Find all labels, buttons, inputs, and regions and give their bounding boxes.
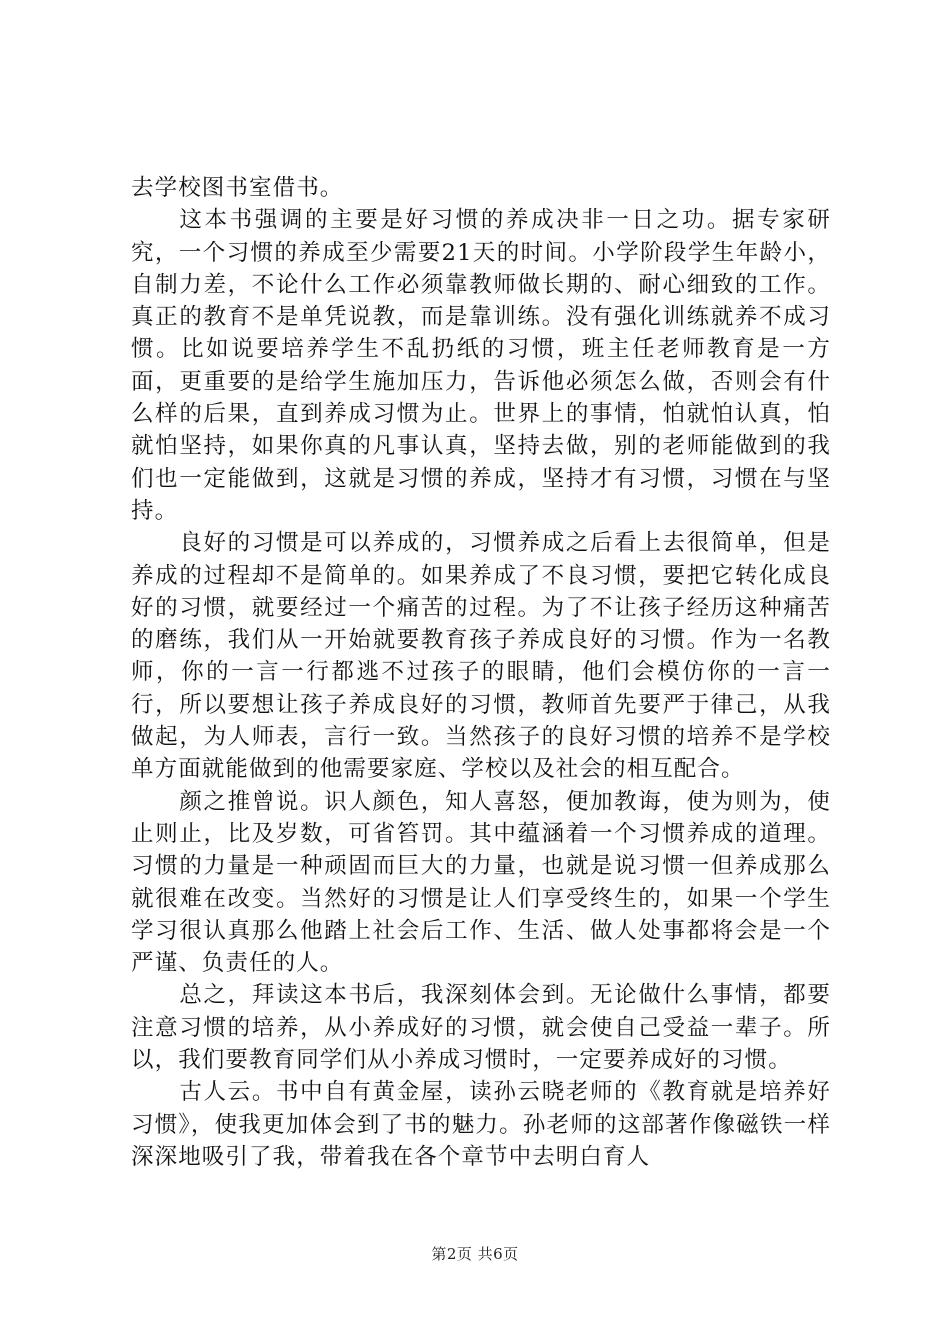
document-body xyxy=(131,172,831,1173)
page-number-footer: 第2页 共6页 xyxy=(431,1245,519,1263)
paragraph-habit-formation: 这本书强调的主要是好习惯的养成决非一日之功。据专家研究，一个习惯的养成至少需要21天的时间。小学阶段学生年龄小，自制力差，不论什么工作必须靠教师做长期的、耐心细致的工作。真正的教育不是单凭说教，而是靠训练。没有强化训练就养不成习惯。比如说要培养学生不乱扔纸的习惯，班主任老师教育是一方面，更重要的是给学生施加压力，告诉他必须怎么做，否则会有什么样的后果，直到养成习惯为止。世界上的事情，怕就怕认真，怕就怕坚持，如果你真的凡事认真，坚持去做，别的老师能做到的我们也一定能做到，这就是习惯的养成，坚持才有习惯，习惯在与坚持。 xyxy=(131,207,831,524)
paragraph-conclusion: 总之，拜读这本书后，我深刻体会到。无论做什么事情，都要注意习惯的培养，从小养成好的习惯，就会使自己受益一辈子。所以，我们要教育同学们从小养成习惯时，一定要养成好的习惯。 xyxy=(131,982,831,1074)
paragraph-yan-zhitui: 颜之推曾说。识人颜色，知人喜怒，便加教诲，使为则为，使止则止，比及岁数，可省笞罚。其中蕴涵着一个习惯养成的道理。习惯的力量是一种顽固而巨大的力量，也就是说习惯一但养成那么就很难在改变。当然好的习惯是让人们享受终生的，如果一个学生学习很认真那么他踏上社会后工作、生活、做人处事都将会是一个严谨、负责任的人。 xyxy=(131,788,831,977)
paragraph-continuation: 去学校图书室借书。 xyxy=(131,175,344,201)
paragraph-ancients-say: 古人云。书中自有黄金屋，读孙云晓老师的《教育就是培养好习惯》，使我更加体会到了书的魅力。孙老师的这部著作像磁铁一样深深地吸引了我，带着我在各个章节中去明白育人 xyxy=(131,1079,831,1170)
paragraph-good-habits: 良好的习惯是可以养成的，习惯养成之后看上去很简单，但是养成的过程却不是简单的。如果养成了不良习惯，要把它转化成良好的习惯，就要经过一个痛苦的过程。为了不让孩子经历这种痛苦的磨练，我们从一开始就要教育孩子养成良好的习惯。作为一名教师，你的一言一行都逃不过孩子的眼睛，他们会模仿你的一言一行，所以要想让孩子养成良好的习惯，教师首先要严于律己，从我做起，为人师表，言行一致。当然孩子的良好习惯的培养不是学校单方面就能做到的他需要家庭、学校以及社会的相互配合。 xyxy=(131,530,831,783)
